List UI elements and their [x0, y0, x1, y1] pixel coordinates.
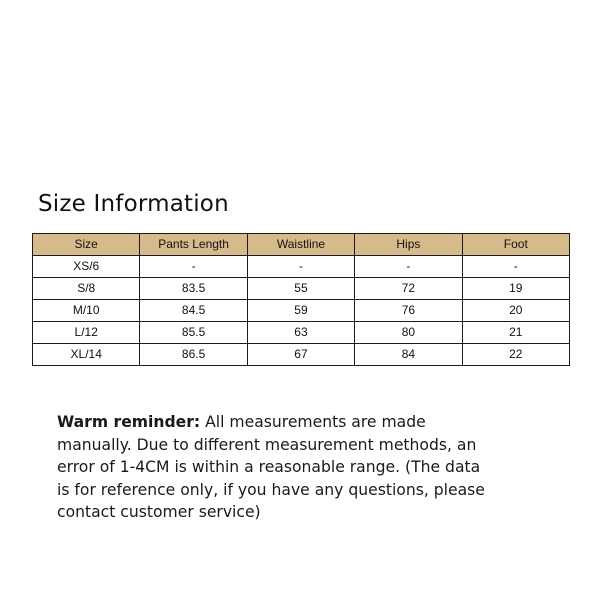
table-cell: 72	[355, 278, 462, 300]
table-cell: 21	[462, 322, 569, 344]
reminder-line-5: contact customer service)	[57, 503, 261, 522]
table-cell: 86.5	[140, 344, 247, 366]
warm-reminder-label: Warm reminder:	[57, 413, 201, 431]
table-cell: 67	[247, 344, 354, 366]
table-cell: 84	[355, 344, 462, 366]
header-waistline: Waistline	[247, 234, 354, 256]
table-cell: S/8	[33, 278, 140, 300]
table-row	[33, 256, 570, 278]
table-cell: L/12	[33, 322, 140, 344]
header-pants-length: Pants Length	[140, 234, 247, 256]
table-cell: 20	[462, 300, 569, 322]
table-cell: 55	[247, 278, 354, 300]
header-hips: Hips	[355, 234, 462, 256]
reminder-line-2: manually. Due to different measurement methods, an	[57, 435, 477, 454]
reminder-line-1: All measurements are made	[200, 413, 426, 431]
table-cell: 59	[247, 300, 354, 322]
header-size: Size	[33, 234, 140, 256]
table-cell: 85.5	[140, 322, 247, 344]
table-cell: XL/14	[33, 344, 140, 366]
table-cell: 80	[355, 322, 462, 344]
table-cell: XS/6	[33, 256, 140, 278]
warm-reminder-text	[57, 411, 557, 524]
table-row	[33, 278, 570, 300]
table-cell: -	[355, 256, 462, 278]
table-cell: 76	[355, 300, 462, 322]
reminder-line-4: is for reference only, if you have any questions, please	[57, 480, 485, 499]
table-cell: 22	[462, 344, 569, 366]
table-row	[33, 344, 570, 366]
table-cell: 19	[462, 278, 569, 300]
header-foot: Foot	[462, 234, 569, 256]
table-cell: -	[140, 256, 247, 278]
table-row	[33, 322, 570, 344]
table-cell: 84.5	[140, 300, 247, 322]
table-cell: -	[462, 256, 569, 278]
table-cell: 83.5	[140, 278, 247, 300]
table-header-row	[33, 234, 570, 256]
table-row	[33, 300, 570, 322]
table-cell: -	[247, 256, 354, 278]
table-cell: M/10	[33, 300, 140, 322]
page-title: Size Information	[38, 191, 229, 217]
table-cell: 63	[247, 322, 354, 344]
size-table	[32, 233, 570, 366]
reminder-line-3: error of 1-4CM is within a reasonable range. (The data	[57, 458, 481, 477]
